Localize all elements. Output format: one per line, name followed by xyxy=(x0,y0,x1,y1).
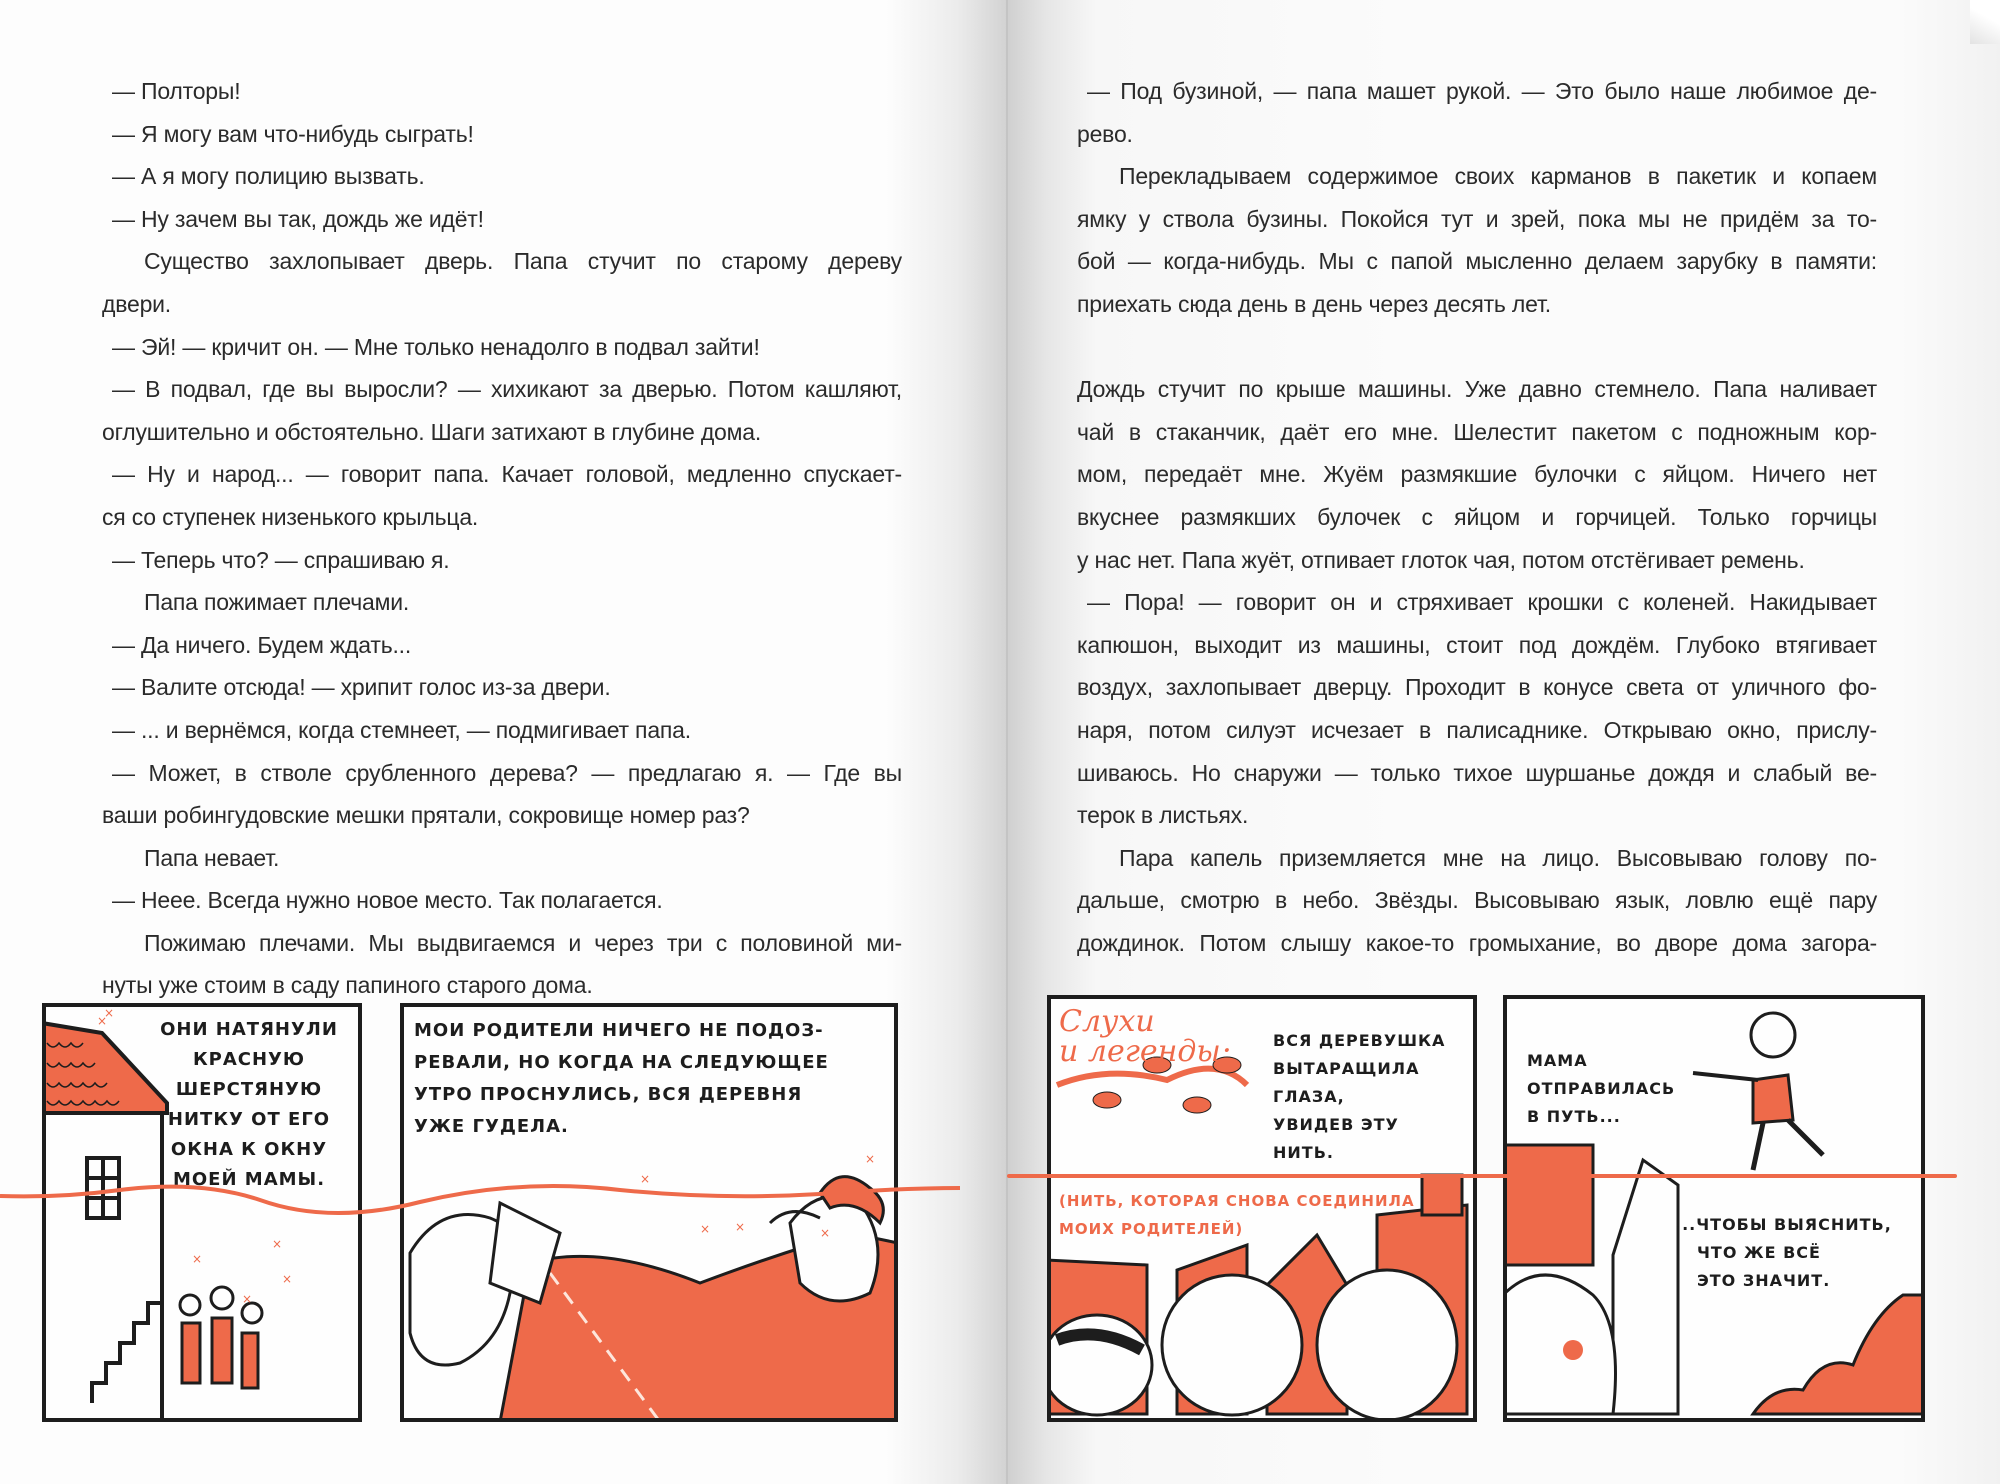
svg-text:×: × xyxy=(865,1152,876,1166)
text-line: Папа невает. xyxy=(144,844,280,871)
text-line: дождинок. Потом слышу какое-то громыхание, во дворе дома загора- xyxy=(1077,929,1877,956)
text-line: — Ну и народ... — говорит папа. Качает головой, медленно спускает- xyxy=(112,461,902,488)
caption-line: ВЫТАРАЩИЛА ГЛАЗА, xyxy=(1273,1059,1420,1106)
panel2-caption xyxy=(414,1015,894,1143)
svg-text:×: × xyxy=(735,1220,746,1234)
svg-text:×: × xyxy=(820,1226,831,1240)
caption-line: ЧТО ЖЕ ВСЁ xyxy=(1697,1243,1821,1262)
right-page-text xyxy=(1077,70,1877,964)
text-line: у нас нет. Папа жуёт, отпивает глоток чая, потом отстёгивает ремень. xyxy=(1077,546,1805,573)
text-line: нуты уже стоим в саду папиного старого дома. xyxy=(102,972,593,999)
rumors-title xyxy=(1059,1004,1231,1069)
text-line: дальше, смотрю в небо. Звёзды. Высовываю язык, ловлю ещё пару xyxy=(1077,887,1877,914)
svg-text:×: × xyxy=(242,1292,253,1306)
caption-line: МОИ РОДИТЕЛИ НИЧЕГО НЕ ПОДОЗ- xyxy=(414,1020,824,1041)
svg-text:×: × xyxy=(272,1237,283,1251)
text-line: Дождь стучит по крыше машины. Уже давно стемнело. Папа наливает xyxy=(1077,376,1877,403)
caption-line: ВСЯ ДЕРЕВУШКА xyxy=(1273,1031,1446,1050)
caption-line: УВИДЕВ ЭТУ xyxy=(1273,1115,1399,1134)
note-line: (НИТЬ, КОТОРАЯ СНОВА СОЕДИНИЛА xyxy=(1059,1192,1415,1210)
text-line: — Полторы! xyxy=(112,78,241,104)
left-page-text xyxy=(102,70,902,1007)
text-line: — Может, в стволе срубленного дерева? — предлагаю я. — Где вы xyxy=(112,759,902,786)
comic-panel-rumors xyxy=(1047,995,1477,1422)
text-line: — Ну зачем вы так, дождь же идёт! xyxy=(112,205,484,232)
text-line: шиваюсь. Но снаружи — только тихое шуршанье дождя и слабый ве- xyxy=(1077,759,1877,786)
text-line: Пожимаю плечами. Мы выдвигаемся и через три с половиной ми- xyxy=(144,929,902,956)
text-line: ваши робингудовские мешки прятали, сокровище номер раз? xyxy=(102,802,750,829)
panel3-note xyxy=(1059,1187,1477,1243)
svg-text:×: × xyxy=(640,1172,651,1186)
caption-line: УЖЕ ГУДЕЛА. xyxy=(414,1116,569,1137)
text-line: — В подвал, где вы выросли? — хихикают за дверью. Потом кашляют, xyxy=(112,376,902,403)
text-line: воздух, захлопывает дверцу. Проходит в конусе света от уличного фо- xyxy=(1077,674,1877,701)
note-line: МОИХ РОДИТЕЛЕЙ) xyxy=(1059,1220,1244,1238)
panel4-caption-top xyxy=(1527,1047,1727,1131)
text-line: вкуснее размякших булочек с яйцом и горчицей. Только горчицы xyxy=(1077,503,1877,530)
text-line: — Под бузиной, — папа машет рукой. — Это было наше любимое де- xyxy=(1087,78,1877,104)
text-line: рево. xyxy=(1077,120,1133,147)
caption-line: ...ЧТОБЫ ВЫЯСНИТЬ, xyxy=(1675,1215,1892,1234)
caption-line: ЭТО ЗНАЧИТ. xyxy=(1697,1271,1831,1290)
text-line: — Эй! — кричит он. — Мне только ненадолго в подвал зайти! xyxy=(112,333,760,360)
caption-line: РЕВАЛИ, НО КОГДА НА СЛЕДУЮЩЕЕ xyxy=(414,1052,829,1073)
text-line: мом, передаёт мне. Жуём размякшие булочки с яйцом. Ничего нет xyxy=(1077,461,1877,488)
title-line: и легенды: xyxy=(1059,1034,1231,1069)
text-line: — Да ничего. Будем ждать... xyxy=(112,631,412,658)
svg-text:×: × xyxy=(104,1006,115,1020)
text-line: — Теперь что? — спрашиваю я. xyxy=(112,546,450,573)
text-line: — Неее. Всегда нужно новое место. Так полагается. xyxy=(112,887,663,914)
text-line: Существо захлопывает дверь. Папа стучит по старому дереву xyxy=(144,248,902,275)
text-line: Перекладываем содержимое своих карманов в пакетик и копаем xyxy=(1119,163,1877,190)
title-line: Слухи xyxy=(1059,1004,1155,1039)
text-line: Папа пожимает плечами. xyxy=(144,589,410,616)
text-line: двери. xyxy=(102,290,172,317)
caption-line: МОЕЙ МАМЫ. xyxy=(172,1169,326,1190)
text-line: — А я могу полицию вызвать. xyxy=(112,163,425,190)
text-line: — ... и вернёмся, когда стемнеет, — подмигивает папа. xyxy=(112,716,691,743)
caption-line: ОТПРАВИЛАСЬ xyxy=(1527,1079,1676,1098)
text-line: — Я могу вам что-нибудь сыграть! xyxy=(112,120,474,147)
caption-line: ШЕРСТЯНУЮ xyxy=(175,1079,323,1100)
text-line: оглушительно и обстоятельно. Шаги затихают в глубине дома. xyxy=(102,418,762,445)
panel3-caption xyxy=(1273,1027,1477,1167)
caption-line: ОНИ НАТЯНУЛИ xyxy=(160,1019,338,1040)
caption-line: КРАСНУЮ xyxy=(192,1049,306,1070)
caption-line: В ПУТЬ... xyxy=(1527,1107,1621,1126)
panel1-caption xyxy=(134,1015,362,1195)
text-line: чай в стаканчик, даёт его мне. Шелестит пакетом с подножным кор- xyxy=(1077,418,1877,445)
text-line: ямку у ствола бузины. Покойся тут и зрей, пока мы не придём за то- xyxy=(1077,205,1877,232)
text-line: терок в листьях. xyxy=(1077,802,1249,829)
comic-panel-mom-journey xyxy=(1503,995,1925,1422)
caption-line: ОКНА К ОКНУ xyxy=(170,1139,328,1160)
svg-text:×: × xyxy=(700,1222,711,1236)
svg-text:×: × xyxy=(97,1014,108,1028)
caption-line: НИТЬ. xyxy=(1273,1143,1334,1162)
red-thread-right xyxy=(1007,1174,1957,1178)
text-line: приехать сюда день в день через десять лет. xyxy=(1077,290,1551,317)
text-line: — Валите отсюда! — хрипит голос из-за двери. xyxy=(112,674,611,701)
red-thread-left xyxy=(0,1170,1000,1230)
book-spine xyxy=(1006,0,1008,1484)
caption-line: УТРО ПРОСНУЛИСЬ, ВСЯ ДЕРЕВНЯ xyxy=(414,1084,803,1105)
text-line: наря, потом силуэт исчезает в палисаднике. Открываю окно, прислу- xyxy=(1077,716,1877,743)
text-line: Пара капель приземляется мне на лицо. Высовываю голову по- xyxy=(1119,844,1877,871)
text-line: — Пора! — говорит он и стряхивает крошки с коленей. Накидывает xyxy=(1087,589,1877,616)
svg-text:×: × xyxy=(282,1272,293,1286)
text-line: капюшон, выходит из машины, стоит под дождём. Глубоко втягивает xyxy=(1077,631,1877,658)
page-corner-fold xyxy=(1970,0,2000,44)
caption-line: НИТКУ ОТ ЕГО xyxy=(167,1109,331,1130)
caption-line: МАМА xyxy=(1527,1051,1588,1070)
text-line: ся со ступенек низенького крыльца. xyxy=(102,503,479,530)
panel4-caption-bottom xyxy=(1675,1211,1925,1295)
svg-text:×: × xyxy=(192,1252,203,1266)
text-line: бой — когда-нибудь. Мы с папой мысленно делаем зарубку в памяти: xyxy=(1077,248,1877,275)
